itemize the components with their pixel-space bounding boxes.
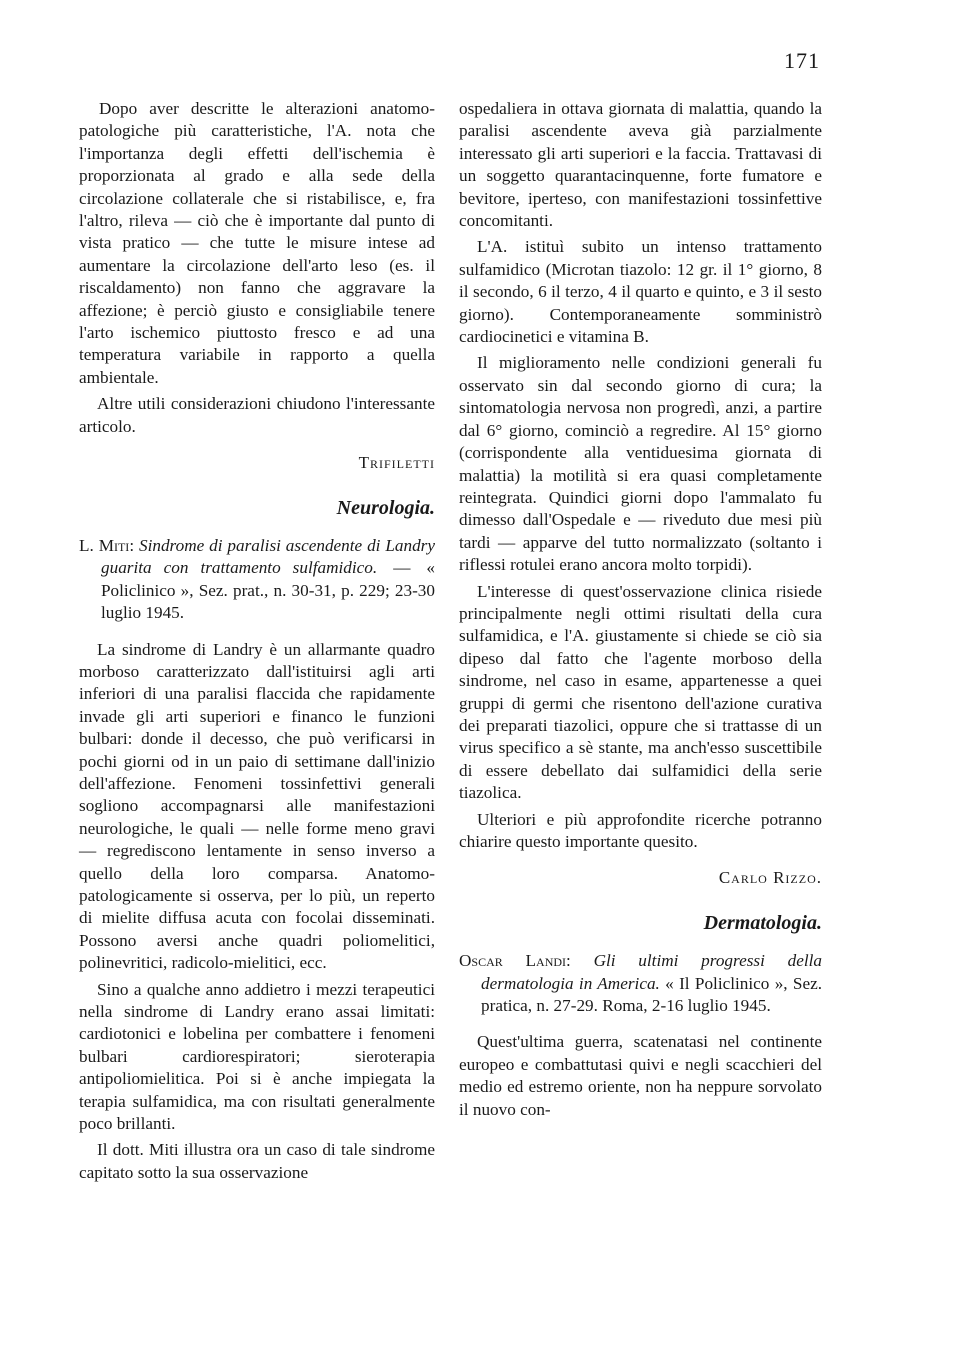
citation-dash: — <box>393 558 411 578</box>
paragraph: Il miglioramento nelle condizioni generali fu osservato sin dal secondo giorno di cura; la sintomatologia nervosa non progredì, anzi, a partire dal 6° giorno, cominciò a regredire. Al 15° giorno (corrispondente alla ventiduesima giornata di malattia) la motilità si era quasi completamente reintegrata. Quindici giorni dopo l'ammalato fu dimesso dall'Ospedale e — riveduto due mesi più tardi — apparve del tutto normalizzato (soltanto i riflessi rotulei erano ancora molto torpidi). <box>459 353 822 575</box>
citation-landi: Oscar Landi: Gli ultimi progressi della dermatologia in America. « Il Policlinico », Sez. pratica, n. 27-29. Roma, 2-16 luglio 1945. <box>459 951 823 1016</box>
right-column <box>459 98 822 1121</box>
citation-source: « Policlinico », Sez. prat., n. 30-31, p. 229; 23-30 luglio 1945. <box>101 558 435 623</box>
citation-title: Gli ultimi progressi della dermatologia in America. <box>481 951 822 993</box>
signature-trifiletti: Trifiletti <box>358 453 435 473</box>
paragraph: Quest'ultima guerra, scatenatasi nel continente europeo e combattutasi quivi e negli scacchieri del medio ed estremo oriente, non ha neppure sorvolato il nuovo con- <box>459 1032 822 1119</box>
signature-rizzo: Carlo Rizzo. <box>718 868 822 888</box>
page-number: 171 <box>784 48 820 73</box>
paragraph: Ulteriori e più approfondite ricerche potranno chiarire questo importante quesito. <box>459 809 822 851</box>
paragraph: Altre utili considerazioni chiudono l'interessante articolo. <box>79 394 435 436</box>
citation-source: « Il Policlinico », Sez. pratica, n. 27-29. Roma, 2-16 luglio 1945. <box>481 973 823 1016</box>
paragraph: Il dott. Miti illustra ora un caso di tale sindrome capitato sotto la sua osservazione <box>79 1140 435 1182</box>
paragraph: ospedaliera in ottava giornata di malattia, quando la paralisi ascendente aveva già parzialmente interessato gli arti superiori e la faccia. Trattavasi di un soggetto quarantacinquenne, forte fumatore e bevitore, iperteso, con manifestazioni tossinfettive concomitanti. <box>459 99 822 231</box>
citation-miti: L. Miti: Sindrome di paralisi ascendente di Landry guarita con trattamento sulfamidico. — « Policlinico », Sez. prat., n. 30-31, p. 229; 23-30 luglio 1945. <box>79 535 435 623</box>
left-column <box>79 98 435 1184</box>
section-heading-dermatologia: Dermatologia. <box>703 911 822 934</box>
section-heading-neurologia: Neurologia. <box>336 496 435 519</box>
citation-title: Sindrome di paralisi ascendente di Landry guarita con trattamento sulfamidico. <box>101 535 435 578</box>
citation-author: Oscar Landi <box>459 951 567 971</box>
paragraph: L'interesse di quest'osservazione clinica risiede principalmente negli ottimi risultati della cura sulfamidica, e l'A. giustamente si chiede se ciò sia dipeso dal fatto che l'agente morboso della sindrome, nel caso in esame, appartenesse a quei gruppi di germi che risentono dell'azione curativa dei preparati tiazolici, oppure che si trattasse di un virus specifico a sè stante, ma anch'esso suscettibile di essere debellato dai sulfamidici della serie tiazolica. <box>459 581 822 803</box>
citation-author: L. Miti <box>79 535 130 555</box>
paragraph: Dopo aver descritte le alterazioni anatomo-patologiche più caratteristiche, l'A. nota che l'importanza degli effetti dell'ischemia è proporzionata al grado e alla sede della circolazione collaterale che si ristabilisce, e, fra l'altro, rileva — ciò che è importante dal punto di vista pratico — che tutte le misure intese ad aumentare la circolazione dell'arto leso (es. il riscaldamento) non fanno che aggravare la affezione; è perciò giusto e consigliabile tenere l'arto ischemico piuttosto fresco e ad una temperatura variabile in rapporto a quella ambientale. <box>79 99 435 387</box>
paragraph: Sino a qualche anno addietro i mezzi terapeutici nella sindrome di Landry erano assai limitati: cardiotonici e lobelina per combattere i fenomeni bulbari cardiorespiratori; sieroterapia antipoliomielitica. Poi si è anche impiegata la terapia sulfamidica, ma con risultati generalmente poco brillanti. <box>79 979 435 1134</box>
paragraph: L'A. istituì subito un intenso trattamento sulfamidico (Microtan tiazolo: 12 gr. il 1° giorno, 8 il secondo, 6 il terzo, 4 il quarto e quinto, e 3 il sesto giorno). Contemporaneamente somministrò cardiocinetici e vitamina B. <box>459 237 822 347</box>
paragraph: La sindrome di Landry è un allarmante quadro morboso caratterizzato dall'istituirsi agli arti inferiori di una paralisi flaccida che rapidamente invade gli arti superiori e financo le funzioni bulbari: donde il decesso, che può verificarsi in pochi giorni od in un paio di settimane dall'inizio dell'affezione. Fenomeni tossinfettivi generali sogliono accompagnarsi alle manifestazioni neurologiche, le quali — nelle forme meno gravi — regrediscono lentamente in senso inverso a quello della loro comparsa. Anatomo-patologicamente si osserva, per lo più, un reperto di mielite diffusa acuta con focolai disseminati. Possono aversi anche quadri poliomelitici, polinevritici, radicolo-mielitici, ecc. <box>79 639 435 973</box>
